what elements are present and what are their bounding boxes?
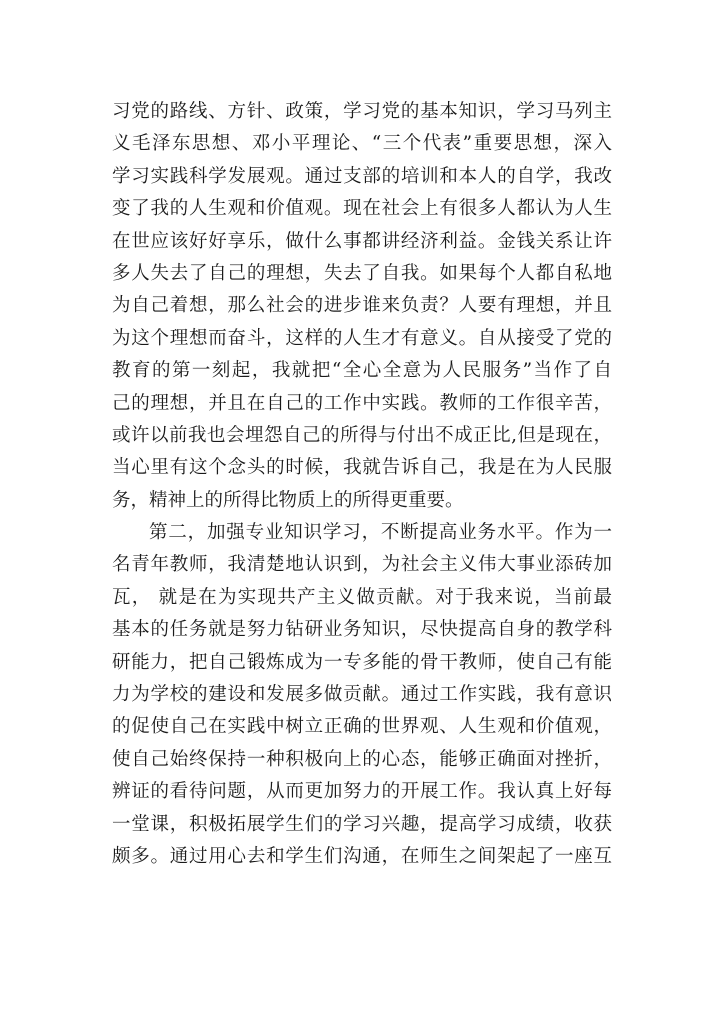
text-line: 义毛泽东思想、邓小平理论、“三个代表”重要思想，深入	[112, 133, 612, 155]
body-text	[112, 96, 612, 873]
text-line: 瓦， 就是在为实现共产主义做贡献。对于我来说，当前最	[112, 586, 612, 608]
text-line: 为自己着想，那么社会的进步谁来负责？人要有理想，并且	[112, 295, 612, 317]
text-line: 变了我的人生观和价值观。现在社会上有很多人都认为人生	[112, 198, 612, 220]
text-line: 己的理想，并且在自己的工作中实践。教师的工作很辛苦，	[112, 392, 612, 414]
text-line: 的促使自己在实践中树立正确的世界观、人生观和价值观，	[112, 716, 612, 738]
text-line: 学习实践科学发展观。通过支部的培训和本人的自学，我改	[112, 165, 612, 187]
text-line: 在世应该好好享乐，做什么事都讲经济利益。金钱关系让许	[112, 230, 612, 252]
text-line: 力为学校的建设和发展多做贡献。通过工作实践，我有意识	[112, 684, 612, 706]
text-line: 研能力，把自己锻炼成为一专多能的骨干教师，使自己有能	[112, 651, 612, 673]
text-line: 教育的第一刻起，我就把“全心全意为人民服务”当作了自	[112, 360, 612, 382]
text-line: 使自己始终保持一种积极向上的心态，能够正确面对挫折，	[112, 748, 612, 770]
paragraph-start-line: 第二，加强专业知识学习，不断提高业务水平。作为一	[149, 522, 612, 544]
paragraph-end-line: 务，精神上的所得比物质上的所得更重要。	[112, 489, 464, 511]
text-line: 习党的路线、方针、政策，学习党的基本知识，学习马列主	[112, 101, 612, 122]
text-line: 颇多。通过用心去和学生们沟通，在师生之间架起了一座互	[112, 845, 612, 867]
text-line: 一堂课，积极拓展学生们的学习兴趣，提高学习成绩，收获	[112, 813, 612, 835]
text-line: 名青年教师，我清楚地认识到，为社会主义伟大事业添砖加	[112, 554, 612, 576]
text-line: 或许以前我也会埋怨自己的所得与付出不成正比,但是现在，	[112, 424, 612, 446]
text-line: 多人失去了自己的理想，失去了自我。如果每个人都自私地	[112, 262, 612, 284]
text-line: 为这个理想而奋斗，这样的人生才有意义。自从接受了党的	[112, 327, 612, 349]
text-line: 辨证的看待问题，从而更加努力的开展工作。我认真上好每	[112, 781, 612, 803]
text-line: 当心里有这个念头的时候，我就告诉自己，我是在为人民服	[112, 457, 612, 479]
text-line: 基本的任务就是努力钻研业务知识，尽快提高自身的教学科	[112, 619, 612, 641]
